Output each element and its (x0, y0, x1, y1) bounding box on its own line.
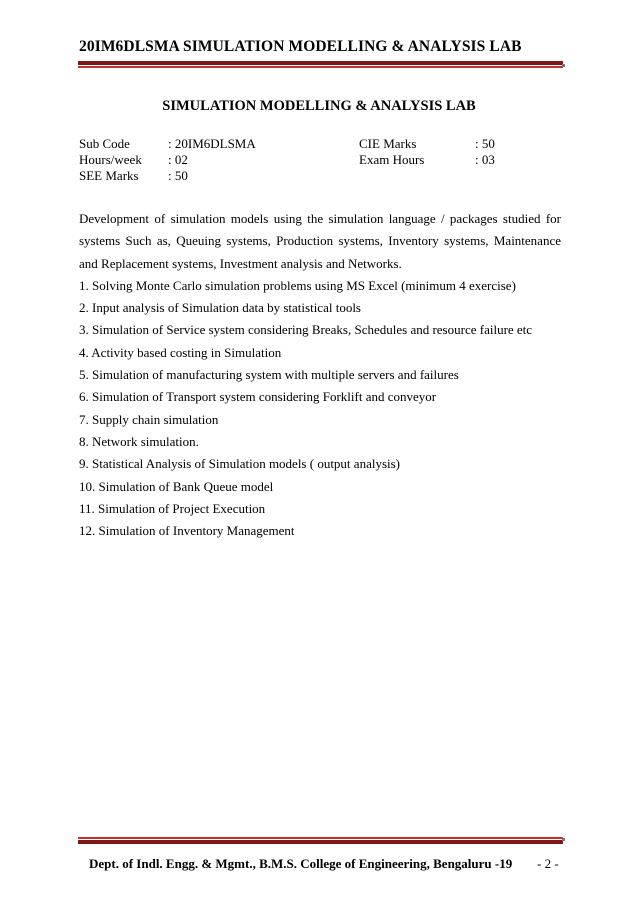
cie-marks-label: CIE Marks (359, 136, 417, 151)
see-marks-value: : 50 (168, 168, 188, 183)
list-item: 1. Solving Monte Carlo simulation problems using MS Excel (minimum 4 exercise) (79, 277, 516, 293)
intro-paragraph: Development of simulation models using the simulation language / packages studied for systems Such as, Queuing systems, Production systems, Inventory systems, Maintenance and Replacement systems, Investment analysis and Networks. (79, 211, 561, 271)
exam-hours-label: Exam Hours (359, 152, 425, 167)
list-item: 9. Statistical Analysis of Simulation models ( output analysis) (79, 456, 401, 472)
list-item: 7. Supply chain simulation (79, 411, 219, 427)
document-title: SIMULATION MODELLING & ANALYSIS LAB (162, 98, 476, 114)
list-item: 10. Simulation of Bank Queue model (79, 478, 274, 494)
exam-hours-value: : 03 (475, 152, 495, 167)
list-item: 8. Network simulation. (79, 433, 199, 449)
hours-label: Hours/week (79, 152, 142, 167)
list-item: 4. Activity based costing in Simulation (79, 344, 282, 360)
list-item: 11. Simulation of Project Execution (79, 500, 266, 516)
sub-code-label: Sub Code (79, 136, 130, 151)
list-item: 5. Simulation of manufacturing system with multiple servers and failures (79, 367, 459, 383)
list-item: 3. Simulation of Service system considering Breaks, Schedules and resource failure etc (79, 322, 533, 338)
footer-institution: Dept. of Indl. Engg. & Mgmt., B.M.S. College of Engineering, Bengaluru -19 (89, 856, 513, 871)
hours-value: : 02 (168, 152, 188, 167)
sub-code-value: : 20IM6DLSMA (168, 136, 256, 151)
experiment-list (79, 275, 561, 543)
list-item: 2. Input analysis of Simulation data by statistical tools (79, 300, 361, 316)
list-item: 6. Simulation of Transport system considering Forklift and conveyor (79, 389, 437, 405)
cie-marks-value: : 50 (475, 136, 495, 151)
header-title: 20IM6DLSMA SIMULATION MODELLING & ANALYSIS LAB (79, 38, 522, 55)
list-item: 12. Simulation of Inventory Management (79, 523, 295, 539)
see-marks-label: SEE Marks (79, 168, 139, 183)
page-number: - 2 - (537, 856, 559, 871)
document-body (79, 208, 561, 542)
